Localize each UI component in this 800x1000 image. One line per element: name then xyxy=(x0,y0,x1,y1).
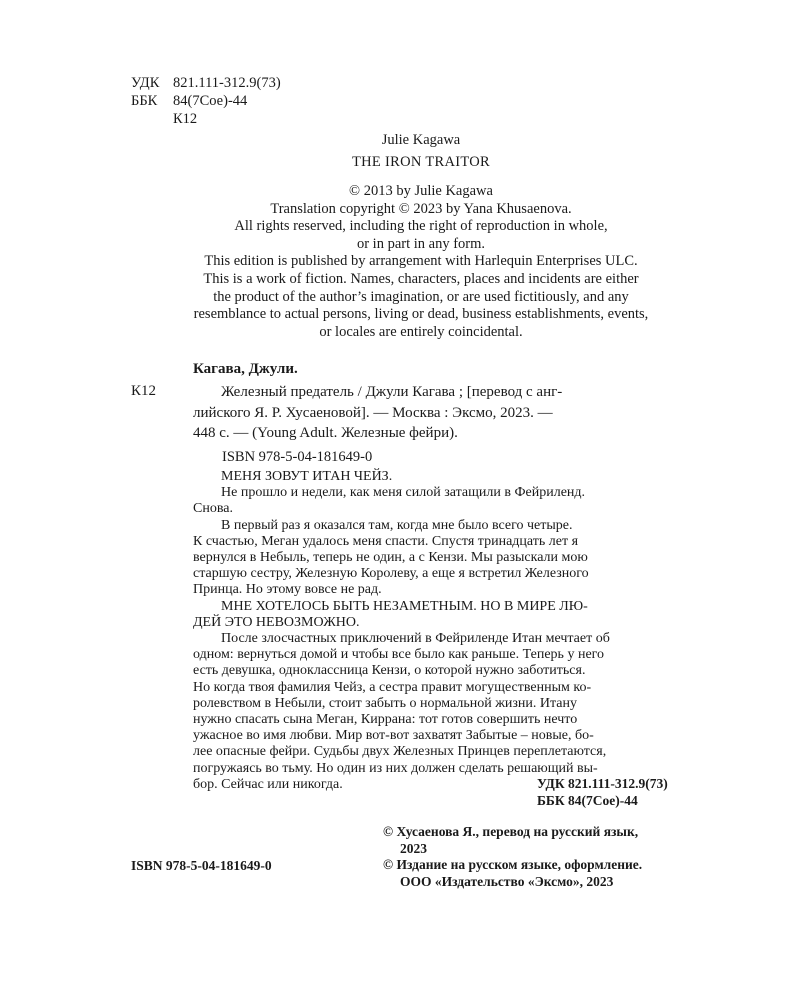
annotation xyxy=(193,469,715,793)
rights-line: © 2013 by Julie Kagawa xyxy=(349,183,493,199)
rights-line: Translation copyright © 2023 by Yana Khusaenova. xyxy=(270,200,572,217)
annotation-line: МЕНЯ ЗОВУТ ИТАН ЧЕЙЗ. xyxy=(221,469,393,484)
annotation-line: МНЕ ХОТЕЛОСЬ БЫТЬ НЕЗАМЕТНЫМ. НО В МИРЕ ЛЮ- xyxy=(221,598,588,614)
annotation-line: Снова. xyxy=(193,501,233,517)
catalog-side-mark: К12 xyxy=(131,383,157,399)
annotation-line: Не прошло и недели, как меня силой затащили в Фейриленд. xyxy=(221,485,586,501)
rights-line: All rights reserved, including the right of reproduction in whole, xyxy=(234,218,608,235)
rights-line: This is a work of fiction. Names, characters, places and incidents are either xyxy=(203,270,639,287)
udk-label: УДК xyxy=(131,75,160,91)
annotation-line: После злосчастных приключений в Фейриленде Итан мечтает об xyxy=(221,631,610,647)
rights-notice xyxy=(110,183,732,341)
copyright-line: © Хусаенова Я., перевод на русский язык, xyxy=(383,824,639,839)
bbk-label: ББК xyxy=(131,93,158,109)
rights-line: or in part in any form. xyxy=(356,235,486,252)
annotation-line: Но когда твоя фамилия Чейз, а сестра правит могущественным ко- xyxy=(193,679,592,695)
annotation-line: лее опасные фейри. Судьбы двух Железных Принцев переплетаются, xyxy=(193,744,607,760)
udk-value: 821.111-312.9(73) xyxy=(173,75,281,91)
annotation-line: бор. Сейчас или никогда. xyxy=(193,776,343,792)
original-title: THE IRON TRAITOR xyxy=(352,154,490,170)
annotation-line: старшую сестру, Железную Королеву, а еще я встретил Железного xyxy=(193,566,589,582)
footer-udk: УДК 821.111-312.9(73) xyxy=(537,776,668,791)
footer-bbk: ББК 84(7Сое)-44 xyxy=(537,793,638,808)
annotation-line: К счастью, Меган удалось меня спасти. Спустя тринадцать лет я xyxy=(193,533,579,549)
copyright-line: ООО «Издательство «Эксмо», 2023 xyxy=(400,873,614,889)
footer-isbn: ISBN 978-5-04-181649-0 xyxy=(131,858,272,873)
bib-line: 448 с. — (Young Adult. Железные фейри). xyxy=(193,425,458,441)
bbk-row xyxy=(131,92,281,110)
udk-row xyxy=(131,74,281,92)
annotation-line: нужно спасать сына Меган, Киррана: тот готов совершить нечто xyxy=(193,712,578,728)
catalog-heading: Кагава, Джули. xyxy=(193,361,298,377)
annotation-line: есть девушка, одноклассница Кензи, о которой нужно заботиться. xyxy=(193,663,586,679)
rights-line: the product of the author’s imagination, or are used fictitiously, and any xyxy=(213,288,629,305)
classification-codes xyxy=(131,74,281,128)
annotation-line: ролевством в Небыли, стоит забыть о нормальной жизни. Итану xyxy=(193,695,577,711)
bib-line: Железный предатель / Джули Кагава ; [перевод с анг- xyxy=(221,384,563,400)
bbk-value: 84(7Сое)-44 xyxy=(173,93,248,109)
footer-copyright xyxy=(383,824,642,890)
annotation-line: ужасное во имя любви. Мир вот-вот захватят Забытые – новые, бо- xyxy=(193,728,594,744)
annotation-line: вернулся в Небыль, теперь не один, а с Кензи. Мы разыскали мою xyxy=(193,550,588,566)
rights-line: or locales are entirely coincidental. xyxy=(319,323,523,340)
copyright-line: © Издание на русском языке, оформление. xyxy=(383,857,643,872)
copyright-line: 2023 xyxy=(400,840,427,856)
annotation-line: ДЕЙ ЭТО НЕВОЗМОЖНО. xyxy=(193,614,360,630)
author-mark: К12 xyxy=(173,111,198,127)
rights-line: This edition is published by arrangement with Harlequin Enterprises ULC. xyxy=(204,253,638,270)
annotation-line: погружаясь во тьму. Но один из них должен сделать решающий вы- xyxy=(193,760,598,776)
catalog-isbn: ISBN 978-5-04-181649-0 xyxy=(222,449,373,465)
annotation-line: одном: вернуться домой и чтобы все было как раньше. Теперь у него xyxy=(193,647,605,663)
bibliographic-description xyxy=(193,382,717,444)
annotation-line: Принца. Но этому вовсе не рад. xyxy=(193,582,382,598)
bib-line: лийского Я. Р. Хусаеновой]. — Москва : Эксмо, 2023. — xyxy=(193,404,553,421)
original-author: Julie Kagawa xyxy=(381,132,461,148)
rights-line: resemblance to actual persons, living or dead, business establishments, events, xyxy=(193,306,649,323)
footer-codes xyxy=(537,775,668,809)
annotation-line: В первый раз я оказался там, когда мне было всего четыре. xyxy=(221,517,573,533)
